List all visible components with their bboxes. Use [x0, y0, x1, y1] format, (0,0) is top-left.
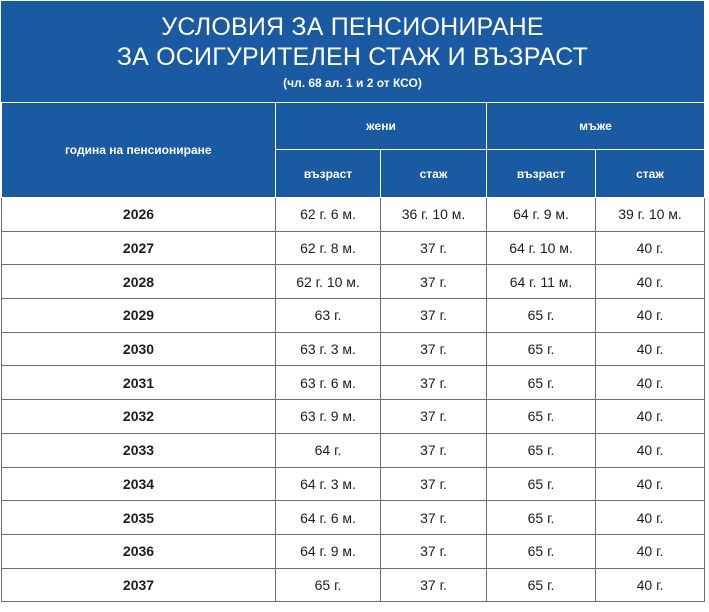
table-row — [2, 467, 705, 501]
men-age-cell: 65 г. — [487, 400, 596, 434]
women-service-cell: 36 г. 10 м. — [381, 198, 487, 232]
men-service-cell: 40 г. — [596, 400, 705, 434]
women-group-header: жени — [276, 103, 487, 150]
men-service-cell: 40 г. — [596, 568, 705, 602]
table-row — [2, 231, 705, 265]
year-cell: 2031 — [2, 366, 276, 400]
men-age-cell: 64 г. 9 м. — [487, 198, 596, 232]
men-service-cell: 40 г. — [596, 366, 705, 400]
retirement-conditions-table — [1, 102, 705, 602]
year-cell: 2034 — [2, 467, 276, 501]
men-age-cell: 65 г. — [487, 332, 596, 366]
women-age-cell: 62 г. 8 м. — [276, 231, 381, 265]
women-age-cell: 64 г. 6 м. — [276, 501, 381, 535]
women-service-cell: 37 г. — [381, 433, 487, 467]
table-row — [2, 198, 705, 232]
men-age-cell: 64 г. 10 м. — [487, 231, 596, 265]
year-cell: 2033 — [2, 433, 276, 467]
men-service-cell: 40 г. — [596, 265, 705, 299]
men-age-cell: 65 г. — [487, 433, 596, 467]
women-service-cell: 37 г. — [381, 231, 487, 265]
table-row — [2, 366, 705, 400]
women-service-cell: 37 г. — [381, 501, 487, 535]
title-banner — [1, 1, 704, 102]
table-row — [2, 568, 705, 602]
year-cell: 2030 — [2, 332, 276, 366]
men-age-header: възраст — [487, 150, 596, 198]
women-age-cell: 64 г. 3 м. — [276, 467, 381, 501]
women-service-cell: 37 г. — [381, 332, 487, 366]
men-service-cell: 40 г. — [596, 332, 705, 366]
year-column-header: година на пенсиониране — [2, 103, 276, 198]
table-row — [2, 534, 705, 568]
men-service-cell: 40 г. — [596, 299, 705, 333]
women-age-cell: 64 г. 9 м. — [276, 534, 381, 568]
table-row — [2, 265, 705, 299]
women-service-cell: 37 г. — [381, 467, 487, 501]
men-service-cell: 40 г. — [596, 534, 705, 568]
women-age-cell: 63 г. 9 м. — [276, 400, 381, 434]
page-title-line-1: УСЛОВИЯ ЗА ПЕНСИОНИРАНЕ — [161, 13, 544, 41]
men-age-cell: 65 г. — [487, 467, 596, 501]
men-service-header: стаж — [596, 150, 705, 198]
men-service-cell: 40 г. — [596, 501, 705, 535]
page-title-line-2: ЗА ОСИГУРИТЕЛЕН СТАЖ И ВЪЗРАСТ — [116, 43, 589, 71]
men-age-cell: 65 г. — [487, 568, 596, 602]
table-row — [2, 299, 705, 333]
women-age-cell: 64 г. — [276, 433, 381, 467]
women-age-cell: 65 г. — [276, 568, 381, 602]
women-age-cell: 62 г. 6 м. — [276, 198, 381, 232]
women-service-cell: 37 г. — [381, 534, 487, 568]
men-age-cell: 64 г. 11 м. — [487, 265, 596, 299]
year-cell: 2032 — [2, 400, 276, 434]
men-age-cell: 65 г. — [487, 501, 596, 535]
women-service-cell: 37 г. — [381, 366, 487, 400]
men-group-header: мъже — [487, 103, 705, 150]
men-service-cell: 40 г. — [596, 231, 705, 265]
women-age-cell: 63 г. 3 м. — [276, 332, 381, 366]
women-service-cell: 37 г. — [381, 568, 487, 602]
year-cell: 2026 — [2, 198, 276, 232]
table-row — [2, 433, 705, 467]
year-cell: 2028 — [2, 265, 276, 299]
men-service-cell: 39 г. 10 м. — [596, 198, 705, 232]
men-service-cell: 40 г. — [596, 433, 705, 467]
women-service-header: стаж — [381, 150, 487, 198]
men-age-cell: 65 г. — [487, 366, 596, 400]
year-cell: 2029 — [2, 299, 276, 333]
women-service-cell: 37 г. — [381, 265, 487, 299]
women-age-cell: 63 г. — [276, 299, 381, 333]
table-header — [2, 103, 705, 198]
men-age-cell: 65 г. — [487, 534, 596, 568]
year-cell: 2035 — [2, 501, 276, 535]
legal-reference-subtitle: (чл. 68 ал. 1 и 2 от КСО) — [283, 76, 422, 90]
women-service-cell: 37 г. — [381, 400, 487, 434]
men-age-cell: 65 г. — [487, 299, 596, 333]
table-body — [2, 198, 705, 602]
year-cell: 2036 — [2, 534, 276, 568]
women-service-cell: 37 г. — [381, 299, 487, 333]
women-age-cell: 62 г. 10 м. — [276, 265, 381, 299]
table-row — [2, 400, 705, 434]
table-row — [2, 501, 705, 535]
year-cell: 2037 — [2, 568, 276, 602]
women-age-header: възраст — [276, 150, 381, 198]
women-age-cell: 63 г. 6 м. — [276, 366, 381, 400]
men-service-cell: 40 г. — [596, 467, 705, 501]
table-row — [2, 332, 705, 366]
year-cell: 2027 — [2, 231, 276, 265]
